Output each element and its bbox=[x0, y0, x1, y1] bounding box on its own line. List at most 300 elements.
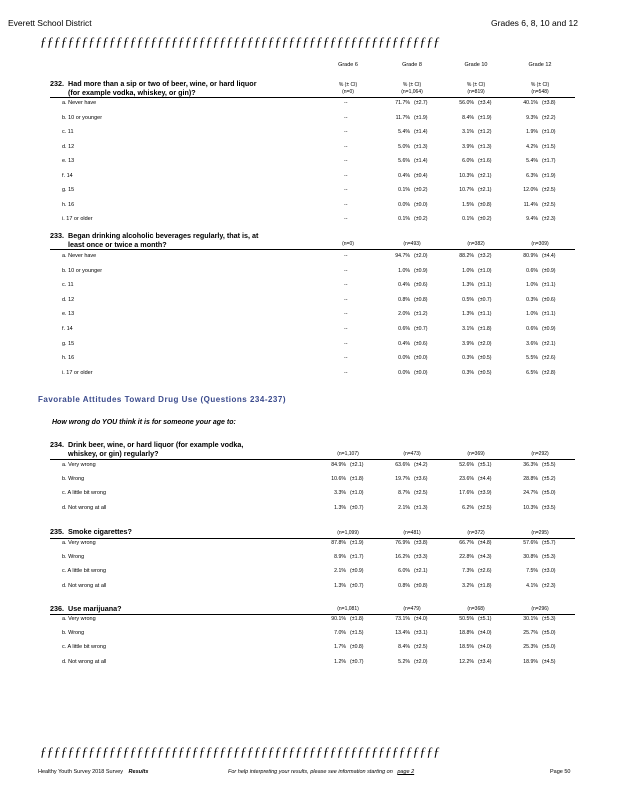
ci-value: (±0.6) bbox=[414, 340, 428, 347]
percent-value: 10.7% bbox=[459, 187, 474, 193]
ci-value: (±1.0) bbox=[478, 267, 492, 274]
ci-value: (±3.1) bbox=[414, 630, 428, 637]
table-cell bbox=[450, 158, 494, 164]
table-cell bbox=[322, 568, 366, 574]
grade-8-header: Grade 8 bbox=[402, 62, 422, 68]
table-cell bbox=[450, 554, 494, 560]
table-row-label: d. 12 bbox=[62, 296, 75, 303]
percent-value: 5.2% bbox=[398, 658, 410, 665]
grade-6-cell: -- bbox=[344, 355, 348, 362]
percent-value: 5.5% bbox=[526, 355, 538, 362]
table-cell bbox=[386, 616, 430, 622]
ci-value: (±0.9) bbox=[542, 267, 556, 274]
percent-value: 90.1% bbox=[331, 616, 346, 622]
table-cell bbox=[450, 326, 494, 332]
percent-value: 1.3% bbox=[334, 582, 346, 589]
ci-value: (±2.6) bbox=[542, 355, 556, 362]
percent-value: 13.4% bbox=[395, 630, 410, 637]
percent-value: 4.1% bbox=[526, 582, 538, 589]
table-cell bbox=[450, 644, 494, 650]
table-row-label: c. A little bit wrong bbox=[62, 490, 107, 497]
table-cell bbox=[514, 370, 558, 376]
percent-value: 11.4% bbox=[523, 201, 538, 208]
table-cell bbox=[386, 568, 430, 574]
percent-value: 8.4% bbox=[462, 114, 474, 121]
section-intro: How wrong do YOU think it is for someone your age to: bbox=[52, 419, 236, 426]
percent-value: 0.6% bbox=[398, 326, 410, 332]
table-cell bbox=[386, 370, 430, 376]
footer-page-link[interactable]: page 2 bbox=[397, 769, 415, 775]
table-cell bbox=[450, 100, 494, 106]
q234-text-line1: Drink beer, wine, or hard liquor (for example vodka, bbox=[68, 440, 244, 449]
percent-value: 1.2% bbox=[334, 658, 346, 665]
grade-6-cell: -- bbox=[344, 369, 348, 376]
ci-value: (±2.1) bbox=[478, 172, 492, 179]
table-cell bbox=[514, 173, 558, 179]
percent-value: 1.5% bbox=[462, 201, 474, 208]
percent-value: 30.1% bbox=[523, 616, 538, 622]
ci-value: (±2.1) bbox=[478, 187, 492, 193]
percent-value: 9.3% bbox=[526, 114, 538, 121]
table-row-label: d. Not wrong at all bbox=[62, 582, 107, 589]
table-cell bbox=[450, 462, 494, 468]
table-row-label: e. 13 bbox=[62, 311, 75, 318]
grade-6-cell: -- bbox=[344, 100, 348, 106]
percent-value: 0.8% bbox=[398, 296, 410, 303]
table-cell bbox=[450, 355, 494, 361]
table-cell bbox=[514, 282, 558, 288]
percent-value: 0.8% bbox=[398, 582, 410, 589]
table-row-label: b. 10 or younger bbox=[62, 114, 103, 121]
grade-6-header: Grade 6 bbox=[338, 62, 358, 68]
ci-value: (±5.7) bbox=[542, 540, 556, 546]
table-cell bbox=[514, 554, 558, 560]
grade-6-cell: -- bbox=[344, 143, 348, 150]
table-cell bbox=[386, 173, 430, 179]
table-cell bbox=[386, 268, 430, 274]
ci-value: (±3.9) bbox=[478, 490, 492, 497]
percent-value: 56.0% bbox=[459, 100, 474, 106]
percent-value: 17.6% bbox=[459, 490, 474, 497]
grade-6-cell: -- bbox=[344, 114, 348, 121]
table-row-label: c. 11 bbox=[62, 282, 74, 289]
ci-value: (±2.1) bbox=[350, 462, 364, 468]
table-cell bbox=[322, 659, 366, 665]
ci-value: (±2.5) bbox=[414, 644, 428, 651]
q236-number: 236. bbox=[50, 604, 64, 613]
table-cell bbox=[386, 115, 430, 121]
table-cell bbox=[514, 630, 558, 636]
table-cell bbox=[386, 187, 430, 193]
table-cell bbox=[450, 187, 494, 193]
ci-value: (±0.6) bbox=[414, 282, 428, 289]
table-cell bbox=[322, 644, 366, 650]
percent-value: 25.7% bbox=[523, 630, 538, 637]
percent-value: 3.1% bbox=[462, 129, 474, 135]
table-row-label: a. Never have bbox=[62, 253, 97, 259]
table-row-label: c. A little bit wrong bbox=[62, 568, 107, 575]
percent-value: 5.6% bbox=[398, 158, 410, 164]
q235-rule bbox=[50, 538, 575, 539]
ci-value: (±2.5) bbox=[414, 490, 428, 497]
percent-value: 10.3% bbox=[523, 504, 538, 511]
table-row-label: f. 14 bbox=[62, 326, 73, 332]
grade-6-cell: -- bbox=[344, 296, 348, 303]
table-row-label: b. 10 or younger bbox=[62, 267, 103, 274]
ci-value: (±0.7) bbox=[350, 582, 364, 589]
table-cell bbox=[322, 540, 366, 546]
percent-value: 8.4% bbox=[398, 644, 410, 651]
percent-value: 0.0% bbox=[398, 355, 410, 362]
q235-n-1: (n=481) bbox=[403, 530, 421, 536]
percent-value: 6.2% bbox=[462, 504, 474, 511]
ci-value: (±2.5) bbox=[542, 187, 556, 193]
q236-n-1: (n=479) bbox=[403, 606, 421, 612]
table-cell bbox=[514, 158, 558, 164]
q236-text-line1: Use marijuana? bbox=[68, 604, 122, 613]
ci-value: (±0.2) bbox=[478, 216, 492, 222]
q234-n-3: (n=292) bbox=[531, 451, 549, 457]
ci-value: (±0.7) bbox=[414, 326, 428, 332]
ci-value: (±1.1) bbox=[478, 311, 492, 318]
percent-value: 0.0% bbox=[398, 201, 410, 208]
percent-value: 5.4% bbox=[398, 129, 410, 135]
percent-value: 3.9% bbox=[462, 143, 474, 150]
q233-n-2: (n=382) bbox=[467, 241, 485, 247]
table-cell bbox=[386, 158, 430, 164]
percent-value: 10.6% bbox=[331, 476, 346, 483]
ci-value: (±0.2) bbox=[414, 187, 428, 193]
table-cell bbox=[514, 659, 558, 665]
table-cell bbox=[450, 311, 494, 317]
table-cell bbox=[322, 462, 366, 468]
ci-value: (±1.0) bbox=[542, 129, 556, 135]
ci-value: (±5.2) bbox=[542, 476, 556, 483]
table-cell bbox=[450, 630, 494, 636]
q234-question bbox=[50, 440, 243, 458]
percent-value: 28.8% bbox=[523, 476, 538, 483]
ci-value: (±4.4) bbox=[478, 476, 492, 483]
table-cell bbox=[450, 297, 494, 303]
percent-value: 8.7% bbox=[398, 490, 410, 497]
ci-value: (±1.4) bbox=[414, 129, 428, 135]
ci-value: (±2.7) bbox=[414, 100, 428, 106]
q235-n-2: (n=372) bbox=[467, 530, 485, 536]
ci-value: (±1.8) bbox=[350, 616, 364, 622]
percent-value: 1.9% bbox=[526, 129, 538, 135]
table-cell bbox=[386, 644, 430, 650]
ci-value: (±0.0) bbox=[414, 201, 428, 208]
percent-value: 11.7% bbox=[395, 114, 410, 121]
table-row-label: d. Not wrong at all bbox=[62, 504, 107, 511]
table-row-label: b. Wrong bbox=[62, 476, 85, 483]
table-cell bbox=[514, 341, 558, 347]
ci-value: (±3.3) bbox=[414, 554, 428, 561]
table-cell bbox=[386, 505, 430, 511]
percent-value: 1.7% bbox=[334, 644, 346, 651]
grade-6-cell: -- bbox=[344, 172, 348, 179]
table-row-label: g. 15 bbox=[62, 340, 75, 347]
table-cell bbox=[450, 505, 494, 511]
q234-text-line2: whiskey, or gin) regularly? bbox=[68, 449, 159, 458]
table-cell bbox=[386, 583, 430, 589]
percent-value: 1.3% bbox=[334, 504, 346, 511]
ci-value: (±2.0) bbox=[414, 253, 428, 259]
percent-value: 3.3% bbox=[334, 490, 346, 497]
ci-value: (±5.1) bbox=[478, 616, 492, 622]
table-cell bbox=[322, 476, 366, 482]
top-decorative-rule: ƒƒƒƒƒƒƒƒƒƒƒƒƒƒƒƒƒƒƒƒƒƒƒƒƒƒƒƒƒƒƒƒƒƒƒƒƒƒƒƒƒƒƒƒƒƒƒƒƒƒƒƒƒƒƒƒƒƒ bbox=[40, 34, 441, 49]
table-row-label: d. 12 bbox=[62, 143, 75, 150]
ci-value: (±2.3) bbox=[542, 216, 556, 222]
ci-value: (±1.9) bbox=[478, 114, 492, 121]
q235-number: 235. bbox=[50, 527, 64, 536]
table-cell bbox=[514, 462, 558, 468]
ci-value: (±1.3) bbox=[478, 143, 492, 150]
percent-value: 63.6% bbox=[395, 462, 410, 468]
table-cell bbox=[322, 554, 366, 560]
percent-value: 88.2% bbox=[459, 253, 474, 259]
percent-value: 0.3% bbox=[462, 369, 474, 376]
percent-value: 19.7% bbox=[395, 476, 410, 483]
table-cell bbox=[514, 540, 558, 546]
table-row-label: a. Very wrong bbox=[62, 616, 96, 622]
percent-value: 6.0% bbox=[462, 158, 474, 164]
footer-survey-text: Healthy Youth Survey 2018 Survey bbox=[38, 769, 124, 775]
ci-value: (±2.5) bbox=[478, 504, 492, 511]
grade-6-cell: -- bbox=[344, 216, 348, 222]
ci-value: (±2.3) bbox=[542, 582, 556, 589]
footer-page-number: Page 50 bbox=[550, 769, 571, 775]
q233-text-line1: Began drinking alcoholic beverages regularly, that is, at bbox=[68, 231, 259, 240]
q233-n-3: (n=309) bbox=[531, 241, 549, 247]
table-cell bbox=[514, 490, 558, 496]
q232-ci-header-2: % (± CI) bbox=[466, 82, 486, 88]
table-cell bbox=[322, 630, 366, 636]
ci-value: (±0.8) bbox=[478, 201, 492, 208]
ci-value: (±0.8) bbox=[414, 582, 428, 589]
ci-value: (±1.9) bbox=[414, 114, 428, 121]
ci-value: (±3.4) bbox=[478, 100, 492, 106]
percent-value: 18.8% bbox=[459, 630, 474, 637]
table-cell bbox=[450, 268, 494, 274]
q232-ci-header-1: % (± CI) bbox=[402, 82, 422, 88]
percent-value: 1.0% bbox=[398, 267, 410, 274]
grade-10-header: Grade 10 bbox=[464, 62, 488, 68]
percent-value: 84.9% bbox=[331, 462, 346, 468]
q234-number: 234. bbox=[50, 440, 64, 449]
ci-value: (±0.7) bbox=[350, 658, 364, 665]
ci-value: (±5.3) bbox=[542, 554, 556, 561]
table-cell bbox=[514, 311, 558, 317]
table-cell bbox=[514, 644, 558, 650]
q234-rule bbox=[50, 459, 575, 460]
ci-value: (±1.9) bbox=[350, 540, 364, 546]
ci-value: (±1.0) bbox=[350, 490, 364, 497]
percent-value: 1.3% bbox=[462, 282, 474, 289]
grade-6-cell: -- bbox=[344, 267, 348, 274]
ci-value: (±0.5) bbox=[478, 355, 492, 362]
percent-value: 9.4% bbox=[526, 216, 538, 222]
q233-question bbox=[50, 231, 258, 249]
grade-6-cell: -- bbox=[344, 158, 348, 164]
grade-6-cell: -- bbox=[344, 187, 348, 193]
ci-value: (±2.6) bbox=[478, 568, 492, 575]
percent-value: 0.4% bbox=[398, 172, 410, 179]
table-cell bbox=[386, 659, 430, 665]
ci-value: (±5.3) bbox=[542, 616, 556, 622]
percent-value: 0.1% bbox=[398, 216, 410, 222]
q236-n-0: (n=1,081) bbox=[337, 606, 359, 612]
percent-value: 2.1% bbox=[398, 504, 410, 511]
ci-value: (±0.7) bbox=[350, 504, 364, 511]
grade-6-cell: -- bbox=[344, 282, 348, 289]
percent-value: 6.3% bbox=[526, 172, 538, 179]
percent-value: 66.7% bbox=[459, 540, 474, 546]
table-cell bbox=[514, 187, 558, 193]
ci-value: (±4.4) bbox=[542, 253, 556, 259]
table-cell bbox=[450, 476, 494, 482]
ci-value: (±1.5) bbox=[542, 143, 556, 150]
q232-ci-header-0: % (± CI) bbox=[338, 82, 358, 88]
table-cell bbox=[386, 100, 430, 106]
percent-value: 6.5% bbox=[526, 369, 538, 376]
table-cell bbox=[450, 253, 494, 259]
table-cell bbox=[386, 326, 430, 332]
q232-rule bbox=[50, 97, 575, 98]
ci-value: (±0.7) bbox=[478, 296, 492, 303]
table-cell bbox=[514, 583, 558, 589]
table-row-label: i. 17 or older bbox=[62, 216, 93, 222]
q233-text-line2: least once or twice a month? bbox=[68, 240, 167, 249]
table-cell bbox=[450, 583, 494, 589]
percent-value: 16.2% bbox=[395, 554, 410, 561]
table-row-label: c. 11 bbox=[62, 129, 74, 135]
percent-value: 3.9% bbox=[462, 340, 474, 347]
ci-value: (±0.0) bbox=[414, 369, 428, 376]
ci-value: (±4.0) bbox=[414, 616, 428, 622]
percent-value: 57.6% bbox=[523, 540, 538, 546]
percent-value: 3.1% bbox=[462, 326, 474, 332]
ci-value: (±0.8) bbox=[414, 296, 428, 303]
percent-value: 3.6% bbox=[526, 340, 538, 347]
percent-value: 30.8% bbox=[523, 554, 538, 561]
table-row-label: b. Wrong bbox=[62, 554, 85, 561]
ci-value: (±1.6) bbox=[478, 158, 492, 164]
grade-6-cell: -- bbox=[344, 129, 348, 135]
percent-value: 1.0% bbox=[526, 311, 538, 318]
ci-value: (±1.7) bbox=[350, 554, 364, 561]
ci-value: (±2.2) bbox=[542, 114, 556, 121]
table-row-label: f. 14 bbox=[62, 172, 73, 179]
table-cell bbox=[450, 282, 494, 288]
table-row-label: h. 16 bbox=[62, 201, 75, 208]
ci-value: (±4.5) bbox=[542, 658, 556, 665]
ci-value: (±3.8) bbox=[542, 100, 556, 106]
table-cell bbox=[450, 490, 494, 496]
grades-label: Grades 6, 8, 10 and 12 bbox=[491, 18, 578, 28]
table-cell bbox=[386, 202, 430, 208]
table-cell bbox=[386, 355, 430, 361]
percent-value: 0.6% bbox=[526, 267, 538, 274]
ci-value: (±5.0) bbox=[542, 490, 556, 497]
footer-help-text: For help interpreting your results, please see information starting on bbox=[228, 769, 393, 775]
ci-value: (±1.1) bbox=[542, 311, 556, 318]
percent-value: 12.0% bbox=[523, 187, 538, 193]
ci-value: (±1.8) bbox=[478, 582, 492, 589]
table-cell bbox=[322, 616, 366, 622]
table-cell bbox=[514, 216, 558, 222]
ci-value: (±2.1) bbox=[542, 340, 556, 347]
grade-6-cell: -- bbox=[344, 201, 348, 208]
percent-value: 36.3% bbox=[523, 462, 538, 468]
percent-value: 24.7% bbox=[523, 490, 538, 497]
percent-value: 10.3% bbox=[459, 172, 474, 179]
table-cell bbox=[450, 568, 494, 574]
percent-value: 80.9% bbox=[523, 253, 538, 259]
percent-value: 7.3% bbox=[462, 568, 474, 575]
percent-value: 0.3% bbox=[526, 296, 538, 303]
ci-value: (±4.0) bbox=[478, 630, 492, 637]
table-row-label: i. 17 or older bbox=[62, 369, 93, 376]
table-cell bbox=[514, 568, 558, 574]
table-cell bbox=[322, 583, 366, 589]
percent-value: 76.9% bbox=[395, 540, 410, 546]
q233-rule bbox=[50, 249, 575, 250]
q232-number: 232. bbox=[50, 79, 64, 88]
percent-value: 1.0% bbox=[526, 282, 538, 289]
ci-value: (±1.7) bbox=[542, 158, 556, 164]
ci-value: (±2.5) bbox=[542, 201, 556, 208]
table-cell bbox=[450, 616, 494, 622]
ci-value: (±5.5) bbox=[542, 462, 556, 468]
table-cell bbox=[386, 462, 430, 468]
table-cell bbox=[450, 129, 494, 135]
ci-value: (±4.8) bbox=[478, 540, 492, 546]
ci-value: (±0.2) bbox=[414, 216, 428, 222]
table-row-label: g. 15 bbox=[62, 187, 75, 193]
table-cell bbox=[514, 505, 558, 511]
bottom-decorative-rule: ƒƒƒƒƒƒƒƒƒƒƒƒƒƒƒƒƒƒƒƒƒƒƒƒƒƒƒƒƒƒƒƒƒƒƒƒƒƒƒƒƒƒƒƒƒƒƒƒƒƒƒƒƒƒƒƒƒƒ bbox=[40, 744, 441, 759]
percent-value: 0.4% bbox=[398, 282, 410, 289]
q235-question bbox=[50, 527, 132, 536]
ci-value: (±2.0) bbox=[414, 658, 428, 665]
q233-n-1: (n=493) bbox=[403, 241, 421, 247]
footer-survey-name bbox=[38, 769, 148, 775]
ci-value: (±0.9) bbox=[542, 326, 556, 332]
percent-value: 0.0% bbox=[398, 369, 410, 376]
percent-value: 40.1% bbox=[523, 100, 538, 106]
q234-n-0: (n=1,107) bbox=[337, 451, 359, 457]
table-cell bbox=[322, 505, 366, 511]
ci-value: (±1.8) bbox=[478, 326, 492, 332]
table-cell bbox=[450, 659, 494, 665]
table-cell bbox=[386, 253, 430, 259]
q236-n-3: (n=296) bbox=[531, 606, 549, 612]
q236-rule bbox=[50, 614, 575, 615]
ci-value: (±5.0) bbox=[542, 644, 556, 651]
table-cell bbox=[514, 476, 558, 482]
ci-value: (±4.2) bbox=[414, 462, 428, 468]
percent-value: 18.9% bbox=[523, 658, 538, 665]
q232-text-line2: (for example vodka, whiskey, or gin)? bbox=[68, 88, 196, 97]
table-cell bbox=[450, 540, 494, 546]
q232-n-1: (n=1,064) bbox=[401, 89, 423, 95]
table-cell bbox=[386, 490, 430, 496]
table-cell bbox=[514, 297, 558, 303]
ci-value: (±0.9) bbox=[414, 267, 428, 274]
table-cell bbox=[386, 129, 430, 135]
